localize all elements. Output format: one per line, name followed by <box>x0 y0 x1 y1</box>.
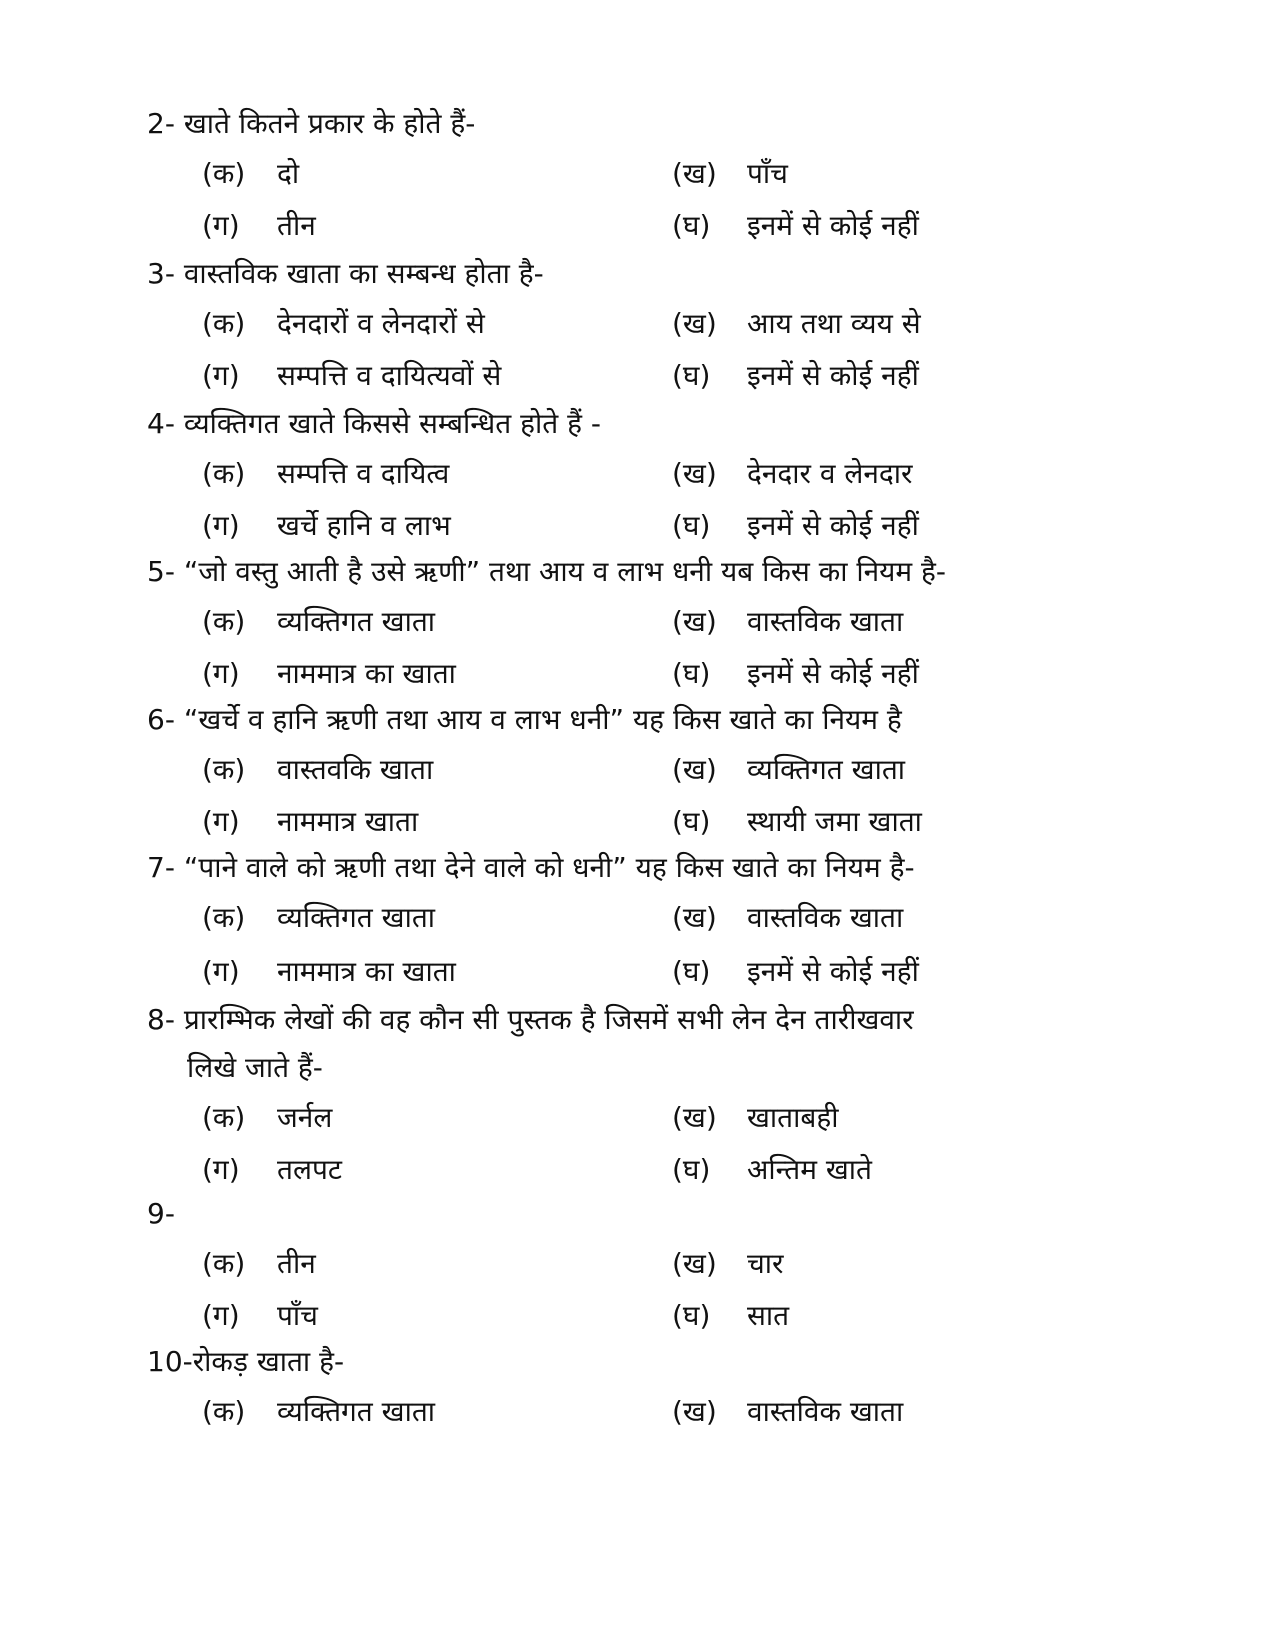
option-gha <box>672 1290 789 1342</box>
option-ka <box>202 148 299 200</box>
option-kha <box>672 1238 783 1290</box>
option-text: वास्तवकि खाता <box>277 753 434 786</box>
option-gha <box>672 946 919 998</box>
option-marker: (क) <box>202 457 246 490</box>
option-ka <box>202 1386 435 1438</box>
option-text: व्यक्तिगत खाता <box>277 1395 436 1428</box>
question-text: 4- व्यक्तिगत खाते किससे सम्बन्धित होते हैं - <box>147 407 601 440</box>
option-row <box>147 298 1147 350</box>
option-row <box>147 500 1147 552</box>
option-marker: (क) <box>202 307 246 340</box>
option-ka <box>202 1238 316 1290</box>
option-row <box>147 796 1147 848</box>
option-marker: (क) <box>202 157 246 190</box>
option-text: तीन <box>277 1247 316 1280</box>
option-marker: (क) <box>202 1101 246 1134</box>
option-marker: (क) <box>202 1395 246 1428</box>
option-text: वास्तविक खाता <box>747 901 904 934</box>
question-5 <box>147 548 1147 700</box>
option-marker: (ग) <box>202 955 240 988</box>
question-text: 2- खाते कितने प्रकार के होते हैं- <box>147 107 476 140</box>
option-ka <box>202 1092 332 1144</box>
option-marker: (ग) <box>202 1299 240 1332</box>
option-kha <box>672 892 903 944</box>
option-text: सम्पत्ति व दायित्व <box>277 457 450 490</box>
question-10 <box>147 1338 1147 1438</box>
option-marker: (घ) <box>672 805 711 838</box>
question-text: 8- प्रारम्भिक लेखों की वह कौन सी पुस्तक है जिसमें सभी लेन देन तारीखवार <box>147 1003 914 1036</box>
option-kha <box>672 744 905 796</box>
option-text: व्यक्तिगत खाता <box>277 901 436 934</box>
option-ga <box>202 1144 342 1196</box>
option-ga <box>202 350 501 402</box>
question-4 <box>147 400 1147 552</box>
option-text: नाममात्र खाता <box>277 805 419 838</box>
option-text: इनमें से कोई नहीं <box>747 955 919 988</box>
option-marker: (क) <box>202 901 246 934</box>
option-text: सम्पत्ति व दायित्यवों से <box>277 359 502 392</box>
option-text: जर्नल <box>277 1101 333 1134</box>
option-text: पाँच <box>277 1299 318 1332</box>
option-text: आय तथा व्यय से <box>747 307 921 340</box>
option-marker: (क) <box>202 753 246 786</box>
question-8 <box>147 996 1147 1196</box>
option-kha <box>672 148 788 200</box>
option-kha <box>672 1386 903 1438</box>
option-text: देनदारों व लेनदारों से <box>277 307 485 340</box>
option-marker: (ख) <box>672 605 717 638</box>
option-marker: (ग) <box>202 209 240 242</box>
option-ka <box>202 744 433 796</box>
option-ka <box>202 892 435 944</box>
question-text-continued: लिखे जाते हैं- <box>187 1051 323 1084</box>
option-marker: (क) <box>202 1247 246 1280</box>
option-row <box>147 1386 1147 1438</box>
option-marker: (घ) <box>672 955 711 988</box>
option-gha <box>672 648 919 700</box>
option-ga <box>202 500 451 552</box>
option-text: स्थायी जमा खाता <box>747 805 922 838</box>
option-text: खाताबही <box>747 1101 839 1134</box>
option-row <box>147 1290 1147 1342</box>
option-row <box>147 448 1147 500</box>
option-text: तीन <box>277 209 316 242</box>
option-marker: (घ) <box>672 1153 711 1186</box>
question-text: 10-रोकड़ खाता है- <box>147 1345 345 1378</box>
option-row <box>147 350 1147 402</box>
option-marker: (घ) <box>672 209 711 242</box>
option-ka <box>202 596 435 648</box>
question-text: 6- “खर्चे व हानि ऋणी तथा आय व लाभ धनी” यह किस खाते का नियम है <box>147 703 902 736</box>
option-gha <box>672 350 919 402</box>
question-3 <box>147 250 1147 402</box>
option-row <box>147 596 1147 648</box>
option-text: दो <box>277 157 300 190</box>
question-text: 5- “जो वस्तु आती है उसे ऋणी” तथा आय व लाभ धनी यब किस का नियम है- <box>147 555 947 588</box>
option-marker: (ख) <box>672 901 717 934</box>
option-ga <box>202 200 316 252</box>
option-gha <box>672 200 919 252</box>
option-text: वास्तविक खाता <box>747 605 904 638</box>
option-marker: (ख) <box>672 1101 717 1134</box>
option-row <box>147 148 1147 200</box>
option-text: व्यक्तिगत खाता <box>277 605 436 638</box>
option-text: इनमें से कोई नहीं <box>747 657 919 690</box>
option-text: खर्चे हानि व लाभ <box>277 509 451 542</box>
option-marker: (ख) <box>672 753 717 786</box>
option-row <box>147 744 1147 796</box>
option-text: वास्तविक खाता <box>747 1395 904 1428</box>
option-marker: (ख) <box>672 457 717 490</box>
option-text: इनमें से कोई नहीं <box>747 209 919 242</box>
option-text: इनमें से कोई नहीं <box>747 359 919 392</box>
option-kha <box>672 1092 838 1144</box>
option-row <box>147 892 1147 946</box>
option-gha <box>672 1144 872 1196</box>
question-text: 7- “पाने वाले को ऋणी तथा देने वाले को धनी” यह किस खाते का नियम है- <box>147 851 915 884</box>
option-text: व्यक्तिगत खाता <box>747 753 906 786</box>
option-text: अन्तिम खाते <box>747 1153 872 1186</box>
option-row <box>147 200 1147 252</box>
option-marker: (ग) <box>202 805 240 838</box>
question-text: 3- वास्तविक खाता का सम्बन्ध होता है- <box>147 257 544 290</box>
option-marker: (ख) <box>672 157 717 190</box>
option-ga <box>202 796 418 848</box>
option-marker: (घ) <box>672 657 711 690</box>
option-gha <box>672 796 922 848</box>
option-ga <box>202 946 456 998</box>
option-text: नाममात्र का खाता <box>277 955 456 988</box>
option-row <box>147 946 1147 998</box>
option-row <box>147 1238 1147 1290</box>
option-row <box>147 648 1147 700</box>
option-marker: (घ) <box>672 509 711 542</box>
option-ga <box>202 648 456 700</box>
option-text: पाँच <box>747 157 788 190</box>
question-9 <box>147 1190 1147 1342</box>
option-marker: (ग) <box>202 509 240 542</box>
option-marker: (घ) <box>672 359 711 392</box>
option-marker: (ग) <box>202 657 240 690</box>
option-ga <box>202 1290 318 1342</box>
option-marker: (ग) <box>202 1153 240 1186</box>
option-marker: (क) <box>202 605 246 638</box>
option-marker: (ख) <box>672 1247 717 1280</box>
option-text: देनदार व लेनदार <box>747 457 913 490</box>
option-marker: (ख) <box>672 1395 717 1428</box>
option-text: इनमें से कोई नहीं <box>747 509 919 542</box>
option-marker: (घ) <box>672 1299 711 1332</box>
option-kha <box>672 448 912 500</box>
option-ka <box>202 448 449 500</box>
option-kha <box>672 596 903 648</box>
option-marker: (ख) <box>672 307 717 340</box>
option-kha <box>672 298 921 350</box>
option-text: सात <box>747 1299 790 1332</box>
option-text: तलपट <box>277 1153 342 1186</box>
option-row <box>147 1092 1147 1144</box>
question-text: 9- <box>147 1197 175 1230</box>
question-7 <box>147 844 1147 998</box>
option-ka <box>202 298 485 350</box>
option-row <box>147 1144 1147 1196</box>
question-6 <box>147 696 1147 848</box>
option-text: चार <box>747 1247 784 1280</box>
option-text: नाममात्र का खाता <box>277 657 456 690</box>
option-marker: (ग) <box>202 359 240 392</box>
option-gha <box>672 500 919 552</box>
question-2 <box>147 100 1147 252</box>
